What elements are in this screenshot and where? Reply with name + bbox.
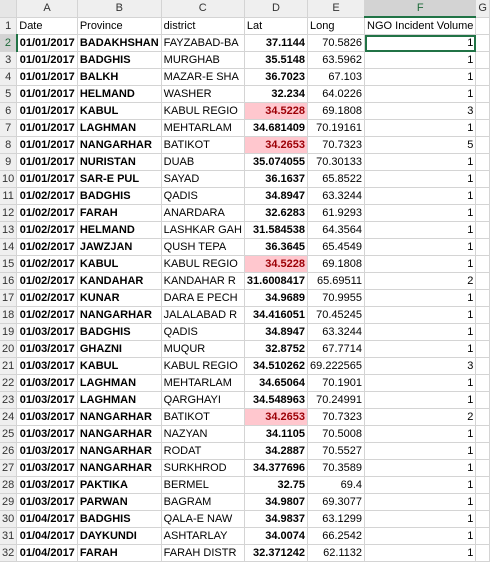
table-row: [0, 545, 489, 562]
cell-b26[interactable]: NANGARHAR: [77, 443, 161, 460]
cell-d32[interactable]: 32.371242: [244, 545, 307, 562]
cell-f17[interactable]: 1: [365, 290, 476, 307]
table-row: [0, 86, 489, 103]
cell-d23[interactable]: 34.548963: [244, 392, 307, 409]
cell-c20[interactable]: MUQUR: [161, 341, 244, 358]
row-header[interactable]: 19: [0, 324, 17, 341]
cell-d1[interactable]: Lat: [244, 17, 307, 35]
cell-b23[interactable]: LAGHMAN: [77, 392, 161, 409]
cell-c24[interactable]: BATIKOT: [161, 409, 244, 426]
cell-f14[interactable]: 1: [365, 239, 476, 256]
cell-g5[interactable]: [476, 86, 490, 103]
cell-f11[interactable]: 1: [365, 188, 476, 205]
cell-b3[interactable]: BADGHIS: [77, 52, 161, 69]
cell-b9[interactable]: NURISTAN: [77, 154, 161, 171]
cell-c18[interactable]: JALALABAD R: [161, 307, 244, 324]
cell-f23[interactable]: 1: [365, 392, 476, 409]
row-header[interactable]: 26: [0, 443, 17, 460]
cell-c13[interactable]: LASHKAR GAH: [161, 222, 244, 239]
table-row: [0, 120, 489, 137]
cell-e23[interactable]: 70.24991: [308, 392, 365, 409]
cell-d22[interactable]: 34.65064: [244, 375, 307, 392]
table-row: [0, 477, 489, 494]
row-header[interactable]: 31: [0, 528, 17, 545]
cell-f1[interactable]: NGO Incident Volume: [365, 17, 476, 35]
select-all-corner[interactable]: [0, 0, 17, 17]
cell-g24[interactable]: [476, 409, 490, 426]
row-header[interactable]: 9: [0, 154, 17, 171]
cell-a18[interactable]: 01/02/2017: [17, 307, 78, 324]
cell-e10[interactable]: 65.8522: [308, 171, 365, 188]
row-header[interactable]: 25: [0, 426, 17, 443]
cell-a12[interactable]: 01/02/2017: [17, 205, 78, 222]
table-row: [0, 443, 489, 460]
cell-f2[interactable]: 1: [365, 35, 476, 52]
cell-c22[interactable]: MEHTARLAM: [161, 375, 244, 392]
cell-a21[interactable]: 01/03/2017: [17, 358, 78, 375]
table-row: [0, 324, 489, 341]
row-header[interactable]: 15: [0, 256, 17, 273]
cell-e18[interactable]: 70.45245: [308, 307, 365, 324]
cell-d30[interactable]: 34.9837: [244, 511, 307, 528]
row-header[interactable]: 20: [0, 341, 17, 358]
cell-f30[interactable]: 1: [365, 511, 476, 528]
cell-a29[interactable]: 01/03/2017: [17, 494, 78, 511]
row-header[interactable]: 22: [0, 375, 17, 392]
cell-a25[interactable]: 01/03/2017: [17, 426, 78, 443]
column-header-e[interactable]: E: [308, 0, 365, 17]
cell-f31[interactable]: 1: [365, 528, 476, 545]
cell-g27[interactable]: [476, 460, 490, 477]
cell-a22[interactable]: 01/03/2017: [17, 375, 78, 392]
cell-e13[interactable]: 64.3564: [308, 222, 365, 239]
cell-g9[interactable]: [476, 154, 490, 171]
cell-c30[interactable]: QALA-E NAW: [161, 511, 244, 528]
cell-a19[interactable]: 01/03/2017: [17, 324, 78, 341]
cell-d21[interactable]: 34.510262: [244, 358, 307, 375]
cell-b2[interactable]: BADAKHSHAN: [77, 35, 161, 52]
cell-e28[interactable]: 69.4: [308, 477, 365, 494]
cell-g32[interactable]: [476, 545, 490, 562]
cell-c16[interactable]: KANDAHAR R: [161, 273, 244, 290]
cell-g1[interactable]: [476, 17, 490, 35]
cell-a28[interactable]: 01/03/2017: [17, 477, 78, 494]
cell-a26[interactable]: 01/03/2017: [17, 443, 78, 460]
cell-d17[interactable]: 34.9689: [244, 290, 307, 307]
cell-b16[interactable]: KANDAHAR: [77, 273, 161, 290]
cell-f6[interactable]: 3: [365, 103, 476, 120]
cell-d8[interactable]: 34.2653: [244, 137, 307, 154]
column-header-a[interactable]: A: [17, 0, 78, 17]
cell-b28[interactable]: PAKTIKA: [77, 477, 161, 494]
cell-e8[interactable]: 70.7323: [308, 137, 365, 154]
cell-b5[interactable]: HELMAND: [77, 86, 161, 103]
cell-b25[interactable]: NANGARHAR: [77, 426, 161, 443]
table-row: [0, 239, 489, 256]
row-header[interactable]: 5: [0, 86, 17, 103]
cell-b1[interactable]: Province: [77, 17, 161, 35]
cell-g10[interactable]: [476, 171, 490, 188]
cell-f8[interactable]: 5: [365, 137, 476, 154]
cell-f10[interactable]: 1: [365, 171, 476, 188]
cell-g11[interactable]: [476, 188, 490, 205]
cell-c21[interactable]: KABUL REGIO: [161, 358, 244, 375]
cell-f29[interactable]: 1: [365, 494, 476, 511]
row-header[interactable]: 4: [0, 69, 17, 86]
cell-e5[interactable]: 64.0226: [308, 86, 365, 103]
cell-c25[interactable]: NAZYAN: [161, 426, 244, 443]
row-header[interactable]: 6: [0, 103, 17, 120]
row-header[interactable]: 14: [0, 239, 17, 256]
table-row: [0, 426, 489, 443]
cell-f26[interactable]: 1: [365, 443, 476, 460]
cell-e26[interactable]: 70.5527: [308, 443, 365, 460]
cell-a23[interactable]: 01/03/2017: [17, 392, 78, 409]
table-row: [0, 256, 489, 273]
cell-g18[interactable]: [476, 307, 490, 324]
cell-b15[interactable]: KABUL: [77, 256, 161, 273]
cell-c2[interactable]: FAYZABAD-BA: [161, 35, 244, 52]
cell-f18[interactable]: 1: [365, 307, 476, 324]
cell-b8[interactable]: NANGARHAR: [77, 137, 161, 154]
cell-d5[interactable]: 32.234: [244, 86, 307, 103]
row-header[interactable]: 18: [0, 307, 17, 324]
cell-a7[interactable]: 01/01/2017: [17, 120, 78, 137]
cell-g6[interactable]: [476, 103, 490, 120]
cell-f28[interactable]: 1: [365, 477, 476, 494]
column-header-row: [0, 0, 489, 17]
cell-a27[interactable]: 01/03/2017: [17, 460, 78, 477]
row-header[interactable]: 21: [0, 358, 17, 375]
cell-b4[interactable]: BALKH: [77, 69, 161, 86]
table-row: [0, 205, 489, 222]
cell-c27[interactable]: SURKHROD: [161, 460, 244, 477]
cell-d16[interactable]: 31.6008417: [244, 273, 307, 290]
cell-e17[interactable]: 70.9955: [308, 290, 365, 307]
cell-d7[interactable]: 34.681409: [244, 120, 307, 137]
cell-d4[interactable]: 36.7023: [244, 69, 307, 86]
cell-g22[interactable]: [476, 375, 490, 392]
cell-g20[interactable]: [476, 341, 490, 358]
cell-f4[interactable]: 1: [365, 69, 476, 86]
cell-c5[interactable]: WASHER: [161, 86, 244, 103]
table-row: [0, 392, 489, 409]
column-header-g[interactable]: G: [476, 0, 490, 17]
cell-e12[interactable]: 61.9293: [308, 205, 365, 222]
cell-g13[interactable]: [476, 222, 490, 239]
row-header[interactable]: 16: [0, 273, 17, 290]
table-row: [0, 307, 489, 324]
cell-d26[interactable]: 34.2887: [244, 443, 307, 460]
cell-d14[interactable]: 36.3645: [244, 239, 307, 256]
cell-b11[interactable]: BADGHIS: [77, 188, 161, 205]
cell-c17[interactable]: DARA E PECH: [161, 290, 244, 307]
row-header[interactable]: 7: [0, 120, 17, 137]
cell-c26[interactable]: RODAT: [161, 443, 244, 460]
cell-a10[interactable]: 01/01/2017: [17, 171, 78, 188]
row-header[interactable]: 2: [0, 35, 17, 52]
cell-f21[interactable]: 3: [365, 358, 476, 375]
cell-e4[interactable]: 67.103: [308, 69, 365, 86]
cell-e27[interactable]: 70.3589: [308, 460, 365, 477]
table-row: [0, 103, 489, 120]
cell-d9[interactable]: 35.074055: [244, 154, 307, 171]
cell-e16[interactable]: 65.69511: [308, 273, 365, 290]
cell-b20[interactable]: GHAZNI: [77, 341, 161, 358]
cell-b29[interactable]: PARWAN: [77, 494, 161, 511]
cell-d25[interactable]: 34.1105: [244, 426, 307, 443]
cell-g23[interactable]: [476, 392, 490, 409]
cell-f24[interactable]: 2: [365, 409, 476, 426]
cell-a11[interactable]: 01/02/2017: [17, 188, 78, 205]
cell-g21[interactable]: [476, 358, 490, 375]
cell-f32[interactable]: 1: [365, 545, 476, 562]
cell-a6[interactable]: 01/01/2017: [17, 103, 78, 120]
cell-g28[interactable]: [476, 477, 490, 494]
cell-d28[interactable]: 32.75: [244, 477, 307, 494]
cell-f22[interactable]: 1: [365, 375, 476, 392]
cell-d13[interactable]: 31.584538: [244, 222, 307, 239]
cell-e25[interactable]: 70.5008: [308, 426, 365, 443]
column-header-b[interactable]: B: [77, 0, 161, 17]
cell-d12[interactable]: 32.6283: [244, 205, 307, 222]
cell-e24[interactable]: 70.7323: [308, 409, 365, 426]
cell-a2[interactable]: 01/01/2017: [17, 35, 78, 52]
cell-g7[interactable]: [476, 120, 490, 137]
table-row: [0, 290, 489, 307]
cell-b7[interactable]: LAGHMAN: [77, 120, 161, 137]
cell-a14[interactable]: 01/02/2017: [17, 239, 78, 256]
row-header[interactable]: 27: [0, 460, 17, 477]
row-header[interactable]: 3: [0, 52, 17, 69]
cell-d19[interactable]: 34.8947: [244, 324, 307, 341]
cell-g25[interactable]: [476, 426, 490, 443]
cell-a5[interactable]: 01/01/2017: [17, 86, 78, 103]
cell-d27[interactable]: 34.377696: [244, 460, 307, 477]
cell-a15[interactable]: 01/02/2017: [17, 256, 78, 273]
cell-b13[interactable]: HELMAND: [77, 222, 161, 239]
cell-d31[interactable]: 34.0074: [244, 528, 307, 545]
table-row: [0, 188, 489, 205]
row-header[interactable]: 12: [0, 205, 17, 222]
cell-c1[interactable]: district: [161, 17, 244, 35]
cell-g19[interactable]: [476, 324, 490, 341]
cell-b19[interactable]: BADGHIS: [77, 324, 161, 341]
table-row: [0, 222, 489, 239]
cell-g17[interactable]: [476, 290, 490, 307]
cell-b32[interactable]: FARAH: [77, 545, 161, 562]
cell-f5[interactable]: 1: [365, 86, 476, 103]
cell-d15[interactable]: 34.5228: [244, 256, 307, 273]
header-row: [0, 17, 489, 35]
cell-f3[interactable]: 1: [365, 52, 476, 69]
cell-e15[interactable]: 69.1808: [308, 256, 365, 273]
cell-f12[interactable]: 1: [365, 205, 476, 222]
cell-c29[interactable]: BAGRAM: [161, 494, 244, 511]
cell-b21[interactable]: KABUL: [77, 358, 161, 375]
table-row: [0, 409, 489, 426]
cell-f13[interactable]: 1: [365, 222, 476, 239]
cell-a8[interactable]: 01/01/2017: [17, 137, 78, 154]
cell-g31[interactable]: [476, 528, 490, 545]
cell-c14[interactable]: QUSH TEPA: [161, 239, 244, 256]
cell-e7[interactable]: 70.19161: [308, 120, 365, 137]
row-header[interactable]: 10: [0, 171, 17, 188]
row-header[interactable]: 29: [0, 494, 17, 511]
cell-g15[interactable]: [476, 256, 490, 273]
cell-e1[interactable]: Long: [308, 17, 365, 35]
table-row: [0, 528, 489, 545]
cell-b31[interactable]: DAYKUNDI: [77, 528, 161, 545]
table-row: [0, 154, 489, 171]
cell-a24[interactable]: 01/03/2017: [17, 409, 78, 426]
table-row: [0, 137, 489, 154]
cell-b18[interactable]: NANGARHAR: [77, 307, 161, 324]
cell-c7[interactable]: MEHTARLAM: [161, 120, 244, 137]
cell-e20[interactable]: 67.7714: [308, 341, 365, 358]
table-row: [0, 460, 489, 477]
cell-d6[interactable]: 34.5228: [244, 103, 307, 120]
cell-g4[interactable]: [476, 69, 490, 86]
table-row: [0, 341, 489, 358]
cell-d24[interactable]: 34.2653: [244, 409, 307, 426]
cell-c8[interactable]: BATIKOT: [161, 137, 244, 154]
table-row: [0, 511, 489, 528]
cell-f25[interactable]: 1: [365, 426, 476, 443]
cell-e30[interactable]: 63.1299: [308, 511, 365, 528]
cell-d10[interactable]: 36.1637: [244, 171, 307, 188]
cell-b10[interactable]: SAR-E PUL: [77, 171, 161, 188]
cell-b17[interactable]: KUNAR: [77, 290, 161, 307]
cell-b6[interactable]: KABUL: [77, 103, 161, 120]
cell-c12[interactable]: ANARDARA: [161, 205, 244, 222]
cell-a31[interactable]: 01/04/2017: [17, 528, 78, 545]
cell-b22[interactable]: LAGHMAN: [77, 375, 161, 392]
table-row: [0, 375, 489, 392]
cell-c31[interactable]: ASHTARLAY: [161, 528, 244, 545]
cell-g8[interactable]: [476, 137, 490, 154]
cell-f20[interactable]: 1: [365, 341, 476, 358]
row-header[interactable]: 13: [0, 222, 17, 239]
cell-g14[interactable]: [476, 239, 490, 256]
cell-c28[interactable]: BERMEL: [161, 477, 244, 494]
cell-e6[interactable]: 69.1808: [308, 103, 365, 120]
table-row: [0, 273, 489, 290]
cell-d2[interactable]: 37.1144: [244, 35, 307, 52]
row-header[interactable]: 28: [0, 477, 17, 494]
cell-g30[interactable]: [476, 511, 490, 528]
row-header[interactable]: 23: [0, 392, 17, 409]
cell-e21[interactable]: 69.222565: [308, 358, 365, 375]
cell-g3[interactable]: [476, 52, 490, 69]
column-header-f[interactable]: F: [365, 0, 476, 17]
cell-a1[interactable]: Date: [17, 17, 78, 35]
cell-e22[interactable]: 70.1901: [308, 375, 365, 392]
cell-c10[interactable]: SAYAD: [161, 171, 244, 188]
cell-f15[interactable]: 1: [365, 256, 476, 273]
cell-b12[interactable]: FARAH: [77, 205, 161, 222]
cell-b14[interactable]: JAWZJAN: [77, 239, 161, 256]
row-header[interactable]: 30: [0, 511, 17, 528]
cell-d11[interactable]: 34.8947: [244, 188, 307, 205]
cell-e31[interactable]: 66.2542: [308, 528, 365, 545]
row-header[interactable]: 17: [0, 290, 17, 307]
cell-f27[interactable]: 1: [365, 460, 476, 477]
cell-b27[interactable]: NANGARHAR: [77, 460, 161, 477]
cell-d3[interactable]: 35.5148: [244, 52, 307, 69]
cell-a13[interactable]: 01/02/2017: [17, 222, 78, 239]
cell-a9[interactable]: 01/01/2017: [17, 154, 78, 171]
row-header[interactable]: 8: [0, 137, 17, 154]
cell-d18[interactable]: 34.416051: [244, 307, 307, 324]
cell-e32[interactable]: 62.1132: [308, 545, 365, 562]
cell-e3[interactable]: 63.5962: [308, 52, 365, 69]
column-header-c[interactable]: C: [161, 0, 244, 17]
cell-g29[interactable]: [476, 494, 490, 511]
row-header[interactable]: 24: [0, 409, 17, 426]
row-header[interactable]: 1: [0, 17, 17, 35]
cell-g2[interactable]: [476, 35, 490, 52]
column-header-d[interactable]: D: [244, 0, 307, 17]
cell-c4[interactable]: MAZAR-E SHA: [161, 69, 244, 86]
cell-a32[interactable]: 01/04/2017: [17, 545, 78, 562]
cell-a17[interactable]: 01/02/2017: [17, 290, 78, 307]
cell-b30[interactable]: BADGHIS: [77, 511, 161, 528]
cell-d20[interactable]: 32.8752: [244, 341, 307, 358]
table-row: [0, 35, 489, 52]
table-row: [0, 494, 489, 511]
cell-b24[interactable]: NANGARHAR: [77, 409, 161, 426]
cell-e2[interactable]: 70.5826: [308, 35, 365, 52]
table-row: [0, 358, 489, 375]
cell-c23[interactable]: QARGHAYI: [161, 392, 244, 409]
cell-c6[interactable]: KABUL REGIO: [161, 103, 244, 120]
cell-g12[interactable]: [476, 205, 490, 222]
cell-a16[interactable]: 01/02/2017: [17, 273, 78, 290]
cell-c3[interactable]: MURGHAB: [161, 52, 244, 69]
cell-c19[interactable]: QADIS: [161, 324, 244, 341]
row-header[interactable]: 11: [0, 188, 17, 205]
cell-f9[interactable]: 1: [365, 154, 476, 171]
cell-e11[interactable]: 63.3244: [308, 188, 365, 205]
cell-c9[interactable]: DUAB: [161, 154, 244, 171]
table-row: [0, 69, 489, 86]
row-header[interactable]: 32: [0, 545, 17, 562]
cell-f16[interactable]: 2: [365, 273, 476, 290]
cell-a20[interactable]: 01/03/2017: [17, 341, 78, 358]
table-row: [0, 52, 489, 69]
cell-a30[interactable]: 01/04/2017: [17, 511, 78, 528]
table-row: [0, 171, 489, 188]
cell-a3[interactable]: 01/01/2017: [17, 52, 78, 69]
cell-d29[interactable]: 34.9807: [244, 494, 307, 511]
cell-c32[interactable]: FARAH DISTR: [161, 545, 244, 562]
cell-f19[interactable]: 1: [365, 324, 476, 341]
cell-e14[interactable]: 65.4549: [308, 239, 365, 256]
cell-f7[interactable]: 1: [365, 120, 476, 137]
cell-e29[interactable]: 69.3077: [308, 494, 365, 511]
cell-e19[interactable]: 63.3244: [308, 324, 365, 341]
cell-g16[interactable]: [476, 273, 490, 290]
cell-a4[interactable]: 01/01/2017: [17, 69, 78, 86]
cell-e9[interactable]: 70.30133: [308, 154, 365, 171]
cell-c11[interactable]: QADIS: [161, 188, 244, 205]
cell-c15[interactable]: KABUL REGIO: [161, 256, 244, 273]
cell-g26[interactable]: [476, 443, 490, 460]
